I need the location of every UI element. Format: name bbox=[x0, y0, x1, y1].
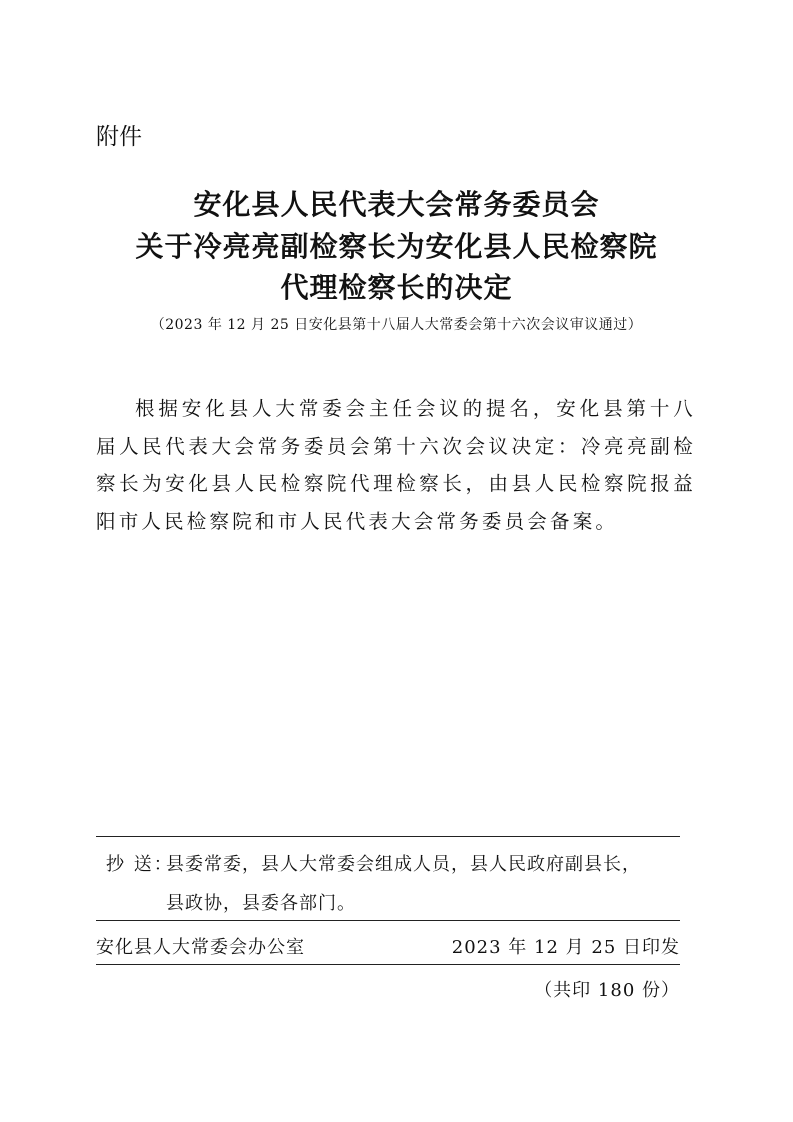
cc-recipients-line-2: 县政协，县委各部门。 bbox=[166, 893, 356, 914]
footer-divider-middle bbox=[96, 920, 680, 921]
print-copies: （共印 180 份） bbox=[534, 980, 680, 1001]
print-date: 2023 年 12 月 25 日印发 bbox=[451, 937, 680, 958]
approval-note: （2023 年 12 月 25 日安化县第十八届人大常委会第十六次会议审议通过） bbox=[150, 317, 643, 333]
document-title-line-3: 代理检察长的决定 bbox=[280, 271, 513, 304]
issuing-office: 安化县人大常委会办公室 bbox=[96, 937, 305, 958]
decision-body-paragraph: 根据安化县人大常委会主任会议的提名，安化县第十八届人民代表大会常务委员会第十六次会议决定：冷亮亮副检察长为安化县人民检察院代理检察长，由县人民检察院报益阳市人民检察院和市人民代表大会常务委员会备案。 bbox=[96, 397, 696, 533]
cc-label: 抄 送： bbox=[106, 854, 174, 875]
footer-divider-bottom bbox=[96, 964, 680, 965]
cc-recipients-line-1: 县委常委，县人大常委会组成人员，县人民政府副县长， bbox=[166, 854, 641, 875]
footer-divider-top bbox=[96, 836, 680, 837]
attachment-label: 附件 bbox=[96, 124, 142, 150]
document-title-line-1: 安化县人民代表大会常务委员会 bbox=[193, 188, 600, 221]
document-title-line-2: 关于冷亮亮副检察长为安化县人民检察院 bbox=[135, 230, 658, 263]
